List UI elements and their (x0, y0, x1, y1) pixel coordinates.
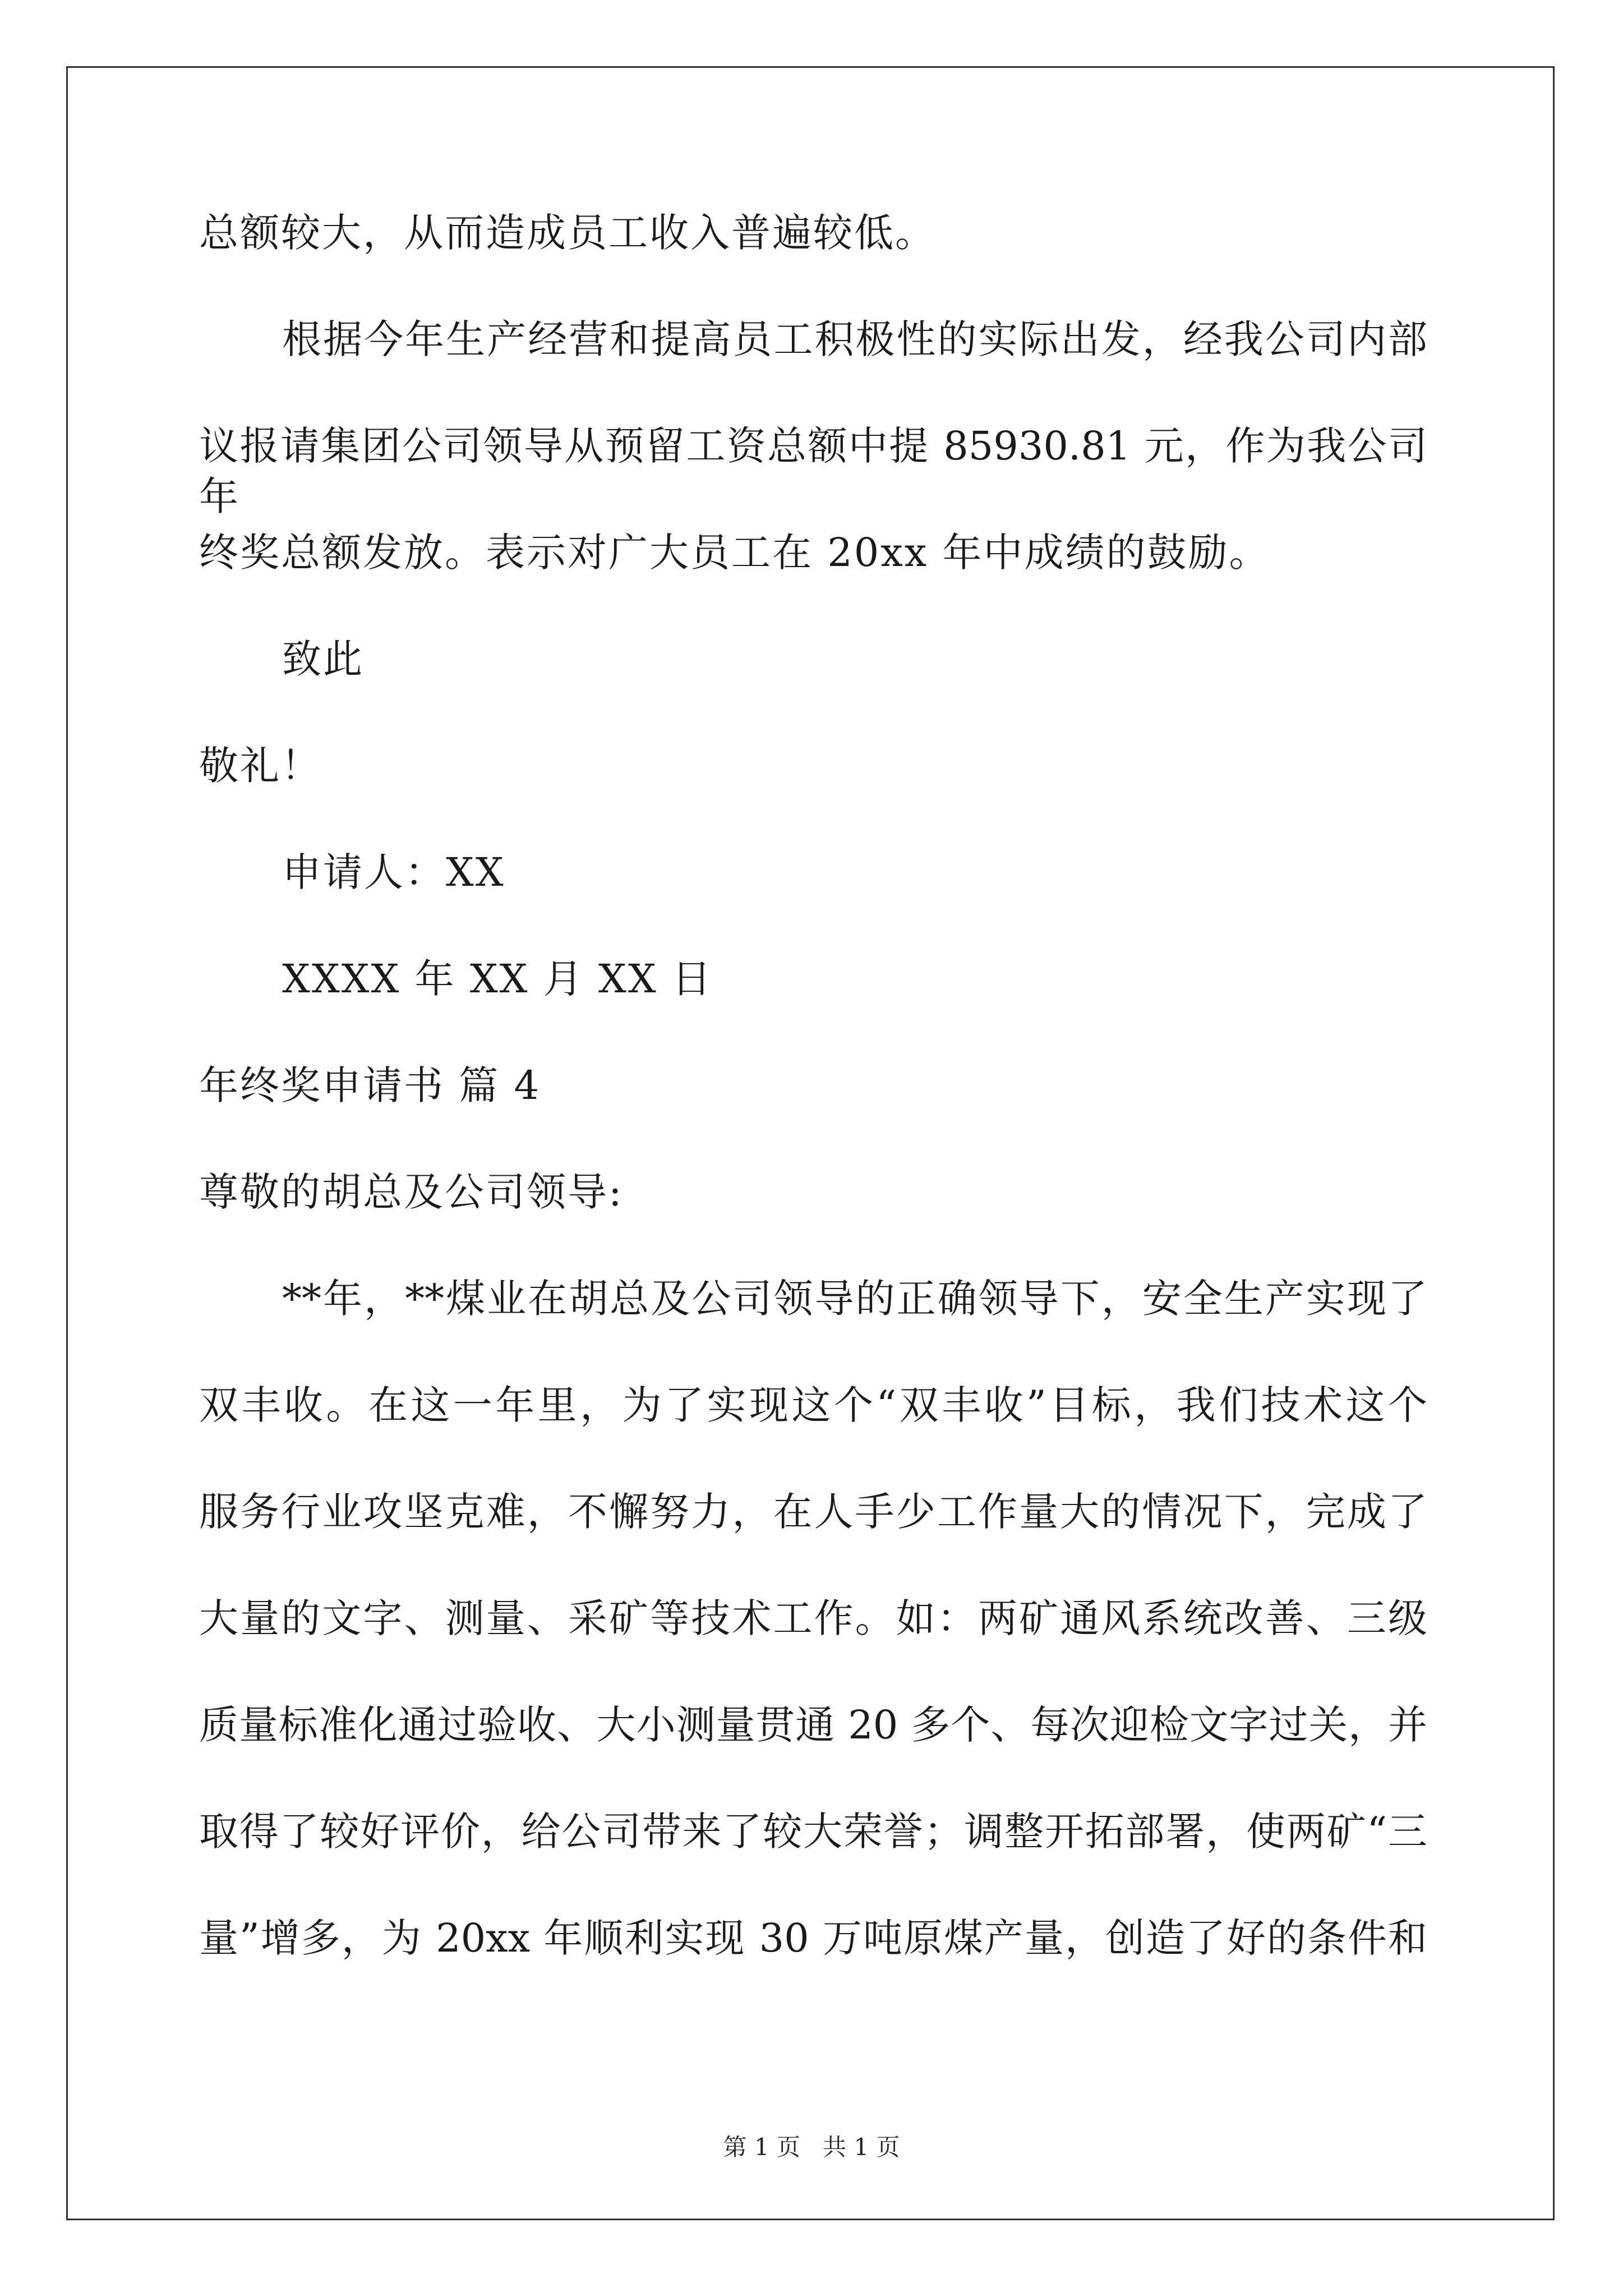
paragraph-line: 服务行业攻坚克难，不懈努力，在人手少工作量大的情况下，完成了 (199, 1489, 1427, 1535)
paragraph-line: 质量标准化通过验收、大小测量贯通 20 多个、每次迎检文字过关，并 (199, 1702, 1427, 1748)
paragraph-line: 总额较大，从而造成员工收入普遍较低。 (199, 210, 936, 256)
paragraph-line: **年，**煤业在胡总及公司领导的正确领导下，安全生产实现了 (282, 1276, 1427, 1322)
page-number-footer: 第 1 页 共 1 页 (723, 2133, 900, 2161)
section-title: 年终奖申请书 篇 4 (199, 1062, 541, 1108)
paragraph-line: 取得了较好评价，给公司带来了较大荣誉；调整开拓部署，使两矿“三 (199, 1809, 1427, 1855)
paragraph-line: 双丰收。在这一年里，为了实现这个“双丰收”目标，我们技术这个 (199, 1382, 1427, 1428)
paragraph-line: 议报请集团公司领导从预留工资总额中提 85930.81 元，作为我公司年 (199, 423, 1427, 519)
paragraph-line: 量”增多，为 20xx 年顺利实现 30 万吨原煤产量，创造了好的条件和 (199, 1915, 1427, 1961)
salutation: 尊敬的胡总及公司领导: (199, 1169, 624, 1215)
paragraph-line: 根据今年生产经营和提高员工积极性的实际出发，经我公司内部 (282, 316, 1427, 362)
paragraph-line: 大量的文字、测量、采矿等技术工作。如：两矿通风系统改善、三级 (199, 1595, 1427, 1641)
page-border (66, 66, 1555, 2220)
date-line: XXXX 年 XX 月 XX 日 (282, 956, 713, 1002)
paragraph-line: 终奖总额发放。表示对广大员工在 20xx 年中成绩的鼓励。 (199, 530, 1270, 576)
applicant-name: 申请人：XX (282, 849, 505, 895)
closing-phrase: 致此 (282, 636, 364, 682)
salutation-closing: 敬礼！ (199, 743, 322, 789)
